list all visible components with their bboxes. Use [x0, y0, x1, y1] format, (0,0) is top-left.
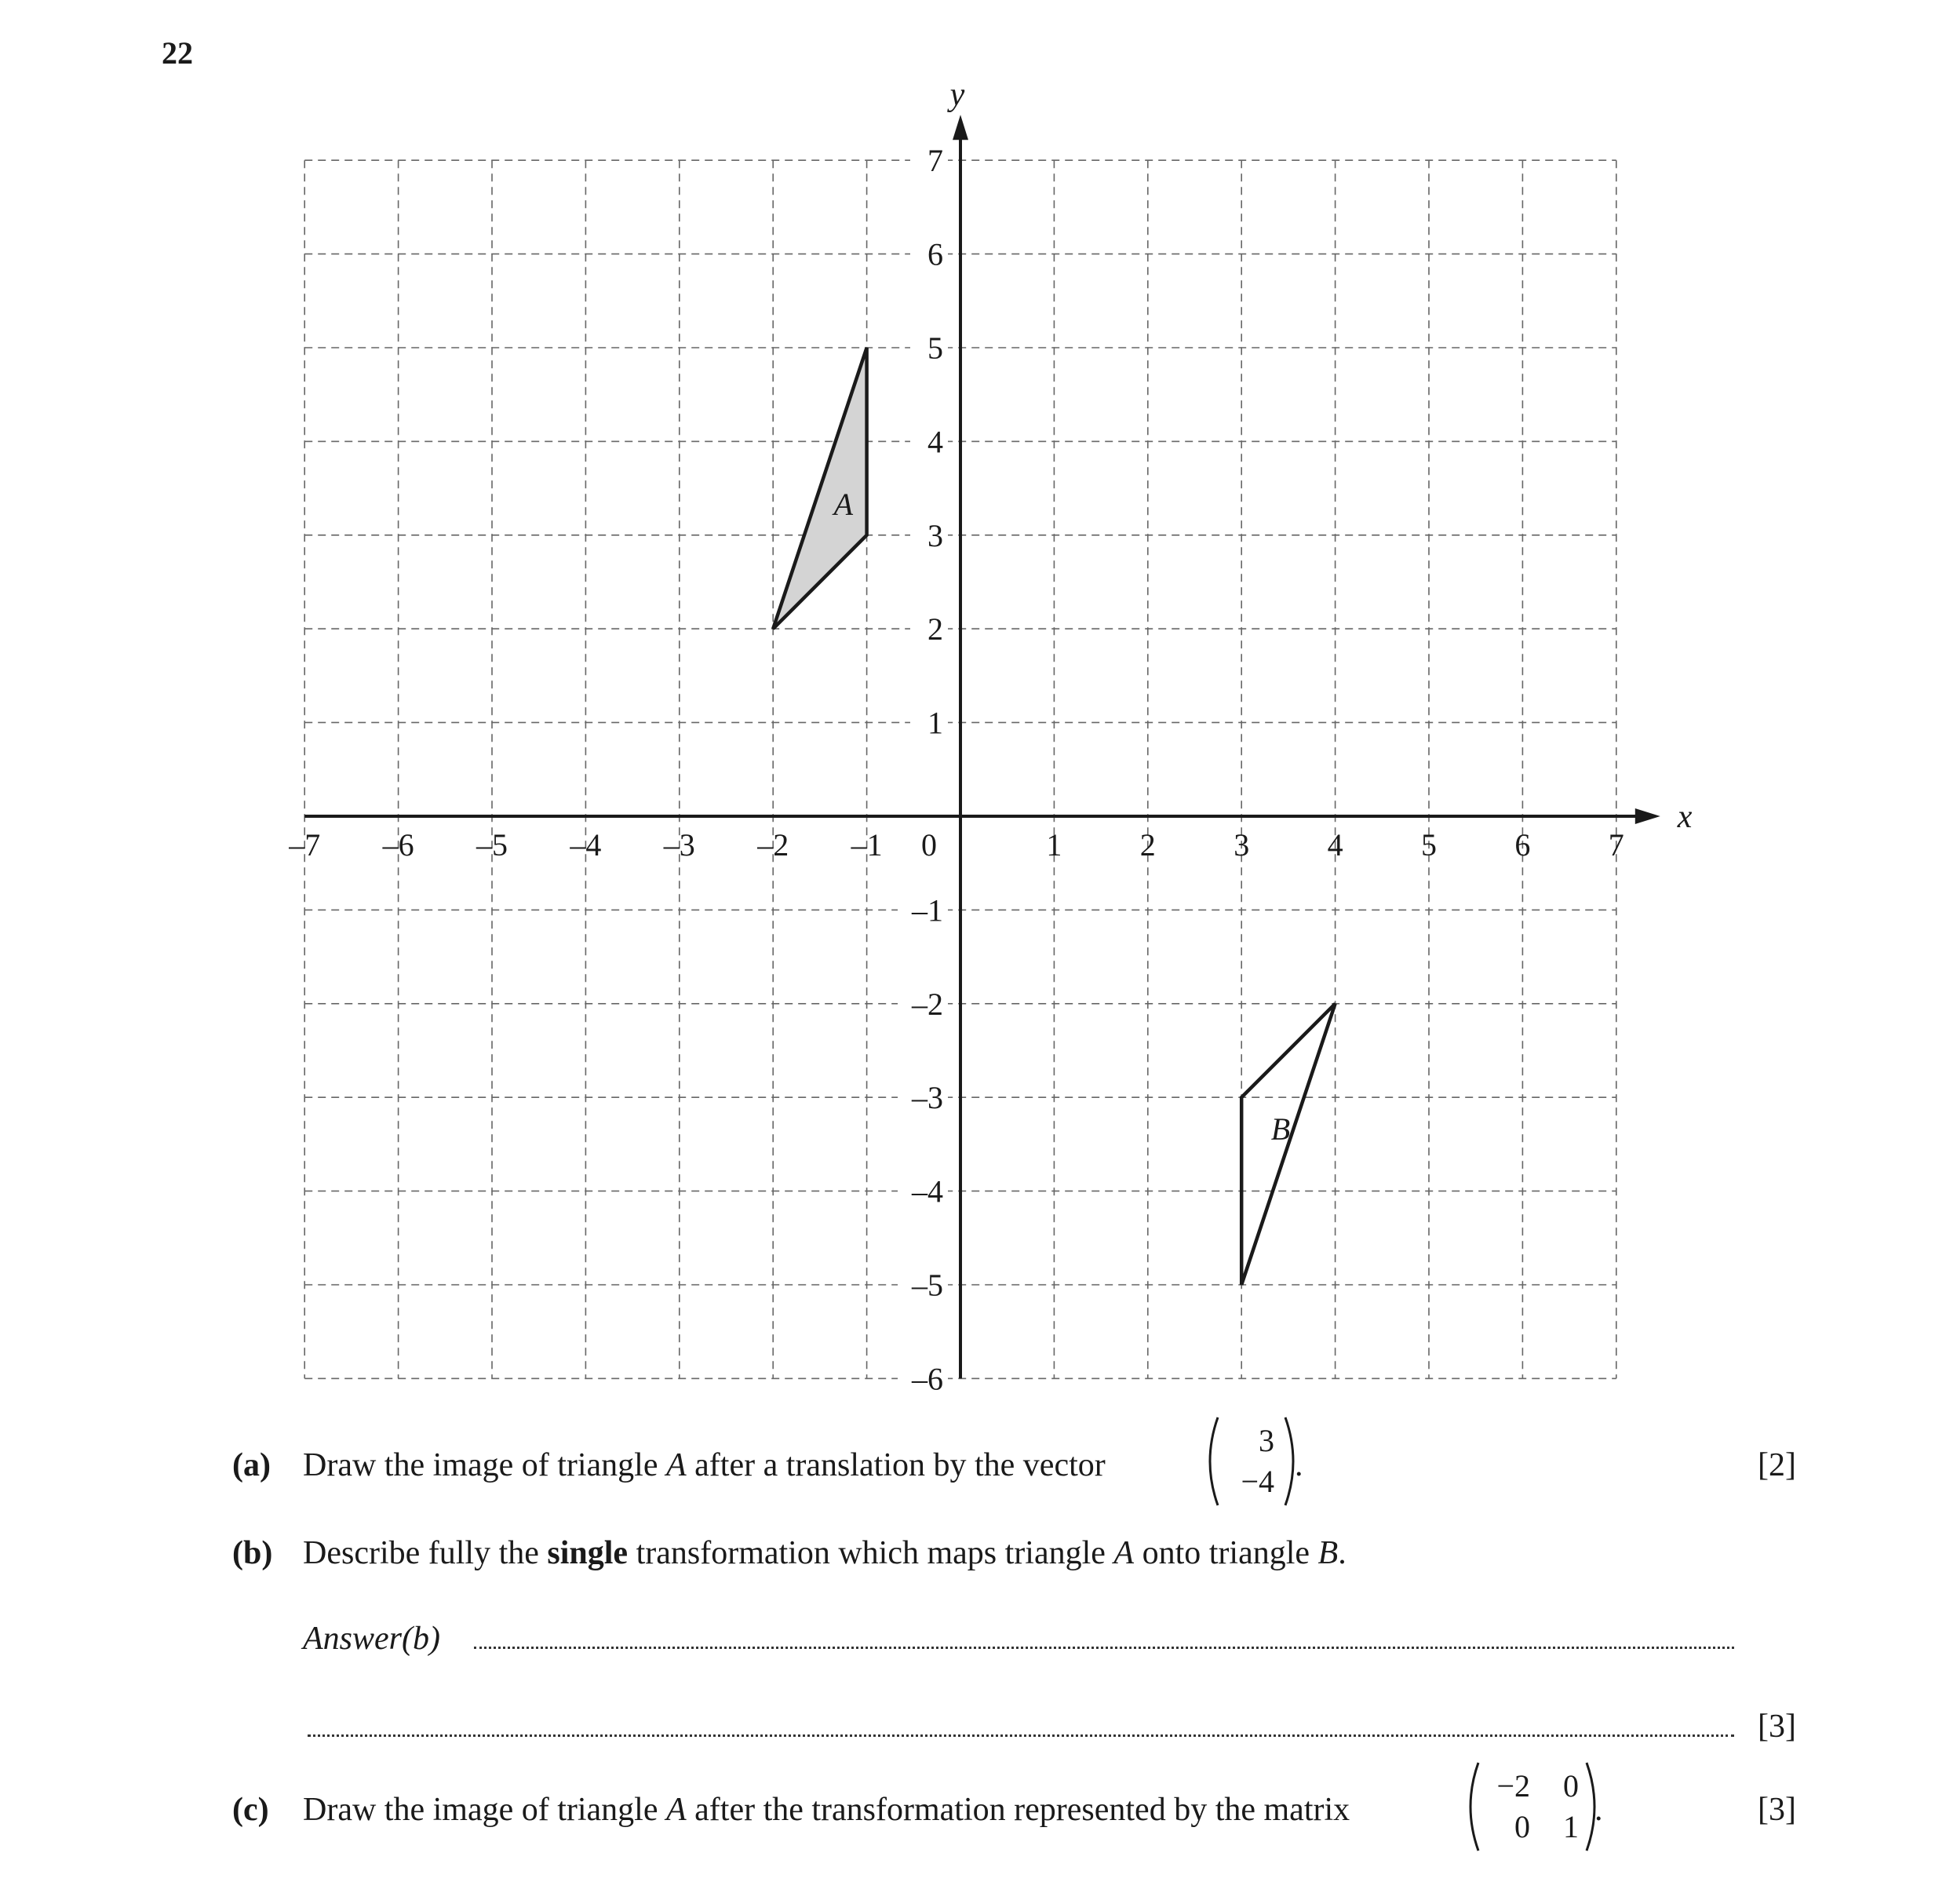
question-c-marks: [3]: [1758, 1792, 1796, 1828]
x-tick-label: –5: [476, 827, 508, 863]
question-c-text-before: Draw the image of triangle: [303, 1792, 658, 1828]
y-tick-label: 5: [927, 330, 943, 366]
matrix-a11: −2: [1496, 1768, 1530, 1804]
y-tick-label: 3: [927, 517, 943, 553]
question-b-triangle-2: B: [1317, 1535, 1339, 1571]
question-c-text-after: after the transformation represented by the matrix: [694, 1792, 1350, 1828]
y-tick-label: –3: [912, 1080, 943, 1116]
question-a-end: .: [1295, 1447, 1303, 1483]
question-a-marks: [2]: [1758, 1447, 1796, 1483]
vector-bottom: −4: [1241, 1464, 1274, 1499]
matrix-a21: 0: [1514, 1809, 1530, 1844]
question-b-emphasis: single: [547, 1535, 629, 1571]
x-tick-label: 1: [1046, 827, 1062, 863]
translation-vector: [1201, 1413, 1303, 1510]
question-c-text: [303, 1791, 1350, 1829]
transformation-matrix: [1461, 1758, 1602, 1855]
question-b-marks: [3]: [1758, 1709, 1796, 1745]
x-axis-label: x: [1677, 799, 1693, 835]
question-c-triangle: A: [665, 1792, 687, 1828]
y-tick-label: –5: [912, 1268, 943, 1303]
x-tick-label: 3: [1234, 827, 1250, 863]
y-tick-label: –1: [912, 892, 943, 928]
tick-labels: [288, 143, 1624, 1396]
question-a-triangle: A: [665, 1447, 687, 1483]
question-b-text-1: Describe fully the: [303, 1535, 539, 1571]
answer-b-label: Answer(b): [303, 1621, 440, 1657]
y-tick-label: 2: [927, 611, 943, 647]
x-tick-label: 4: [1327, 827, 1343, 863]
triangle-b-label: B: [1270, 1111, 1291, 1147]
question-a-text-before: Draw the image of triangle: [303, 1447, 658, 1483]
x-tick-label: 2: [1139, 827, 1156, 863]
x-tick-label: –7: [289, 827, 321, 863]
x-tick-label: –6: [382, 827, 414, 863]
x-tick-label: –2: [757, 827, 789, 863]
y-tick-label: 4: [927, 424, 943, 460]
question-b-text: [303, 1534, 1347, 1572]
y-tick-label: 7: [927, 143, 943, 179]
question-b-text-2: transformation which maps triangle: [636, 1535, 1106, 1571]
question-b-end: .: [1338, 1535, 1347, 1571]
y-tick-label: 6: [927, 236, 943, 272]
axes: [304, 77, 1693, 1378]
matrix-a12: 0: [1563, 1768, 1579, 1804]
y-tick-label: –2: [912, 986, 943, 1022]
x-tick-label: 5: [1421, 827, 1437, 863]
question-a-label: (a): [232, 1447, 271, 1483]
y-tick-label: –4: [912, 1173, 943, 1209]
question-b-text-3: onto triangle: [1142, 1535, 1310, 1571]
y-tick-label: –6: [912, 1361, 943, 1397]
x-tick-label: –4: [570, 827, 602, 863]
x-tick-label: –3: [663, 827, 695, 863]
question-a-text: [303, 1446, 1106, 1484]
y-tick-label: 1: [927, 705, 943, 741]
x-axis-arrow: [1635, 808, 1660, 824]
answer-b-line-2[interactable]: [308, 1734, 1734, 1737]
y-axis-arrow: [953, 115, 968, 140]
x-tick-label: –1: [851, 827, 883, 863]
page-number: 22: [162, 35, 193, 71]
triangle-a-label: A: [833, 487, 854, 522]
origin-label: 0: [921, 827, 937, 863]
answer-b-line-1[interactable]: [474, 1647, 1734, 1649]
x-tick-label: 6: [1514, 827, 1531, 863]
question-a-text-after: after a translation by the vector: [694, 1447, 1106, 1483]
y-axis-label: y: [949, 77, 965, 114]
question-c-label: (c): [232, 1792, 269, 1828]
question-b-label: (b): [232, 1535, 273, 1571]
question-c-end: .: [1594, 1792, 1603, 1828]
question-b-triangle-1: A: [1113, 1535, 1135, 1571]
matrix-a22: 1: [1563, 1809, 1579, 1844]
x-tick-label: 7: [1608, 827, 1624, 863]
vector-top: 3: [1259, 1423, 1274, 1458]
